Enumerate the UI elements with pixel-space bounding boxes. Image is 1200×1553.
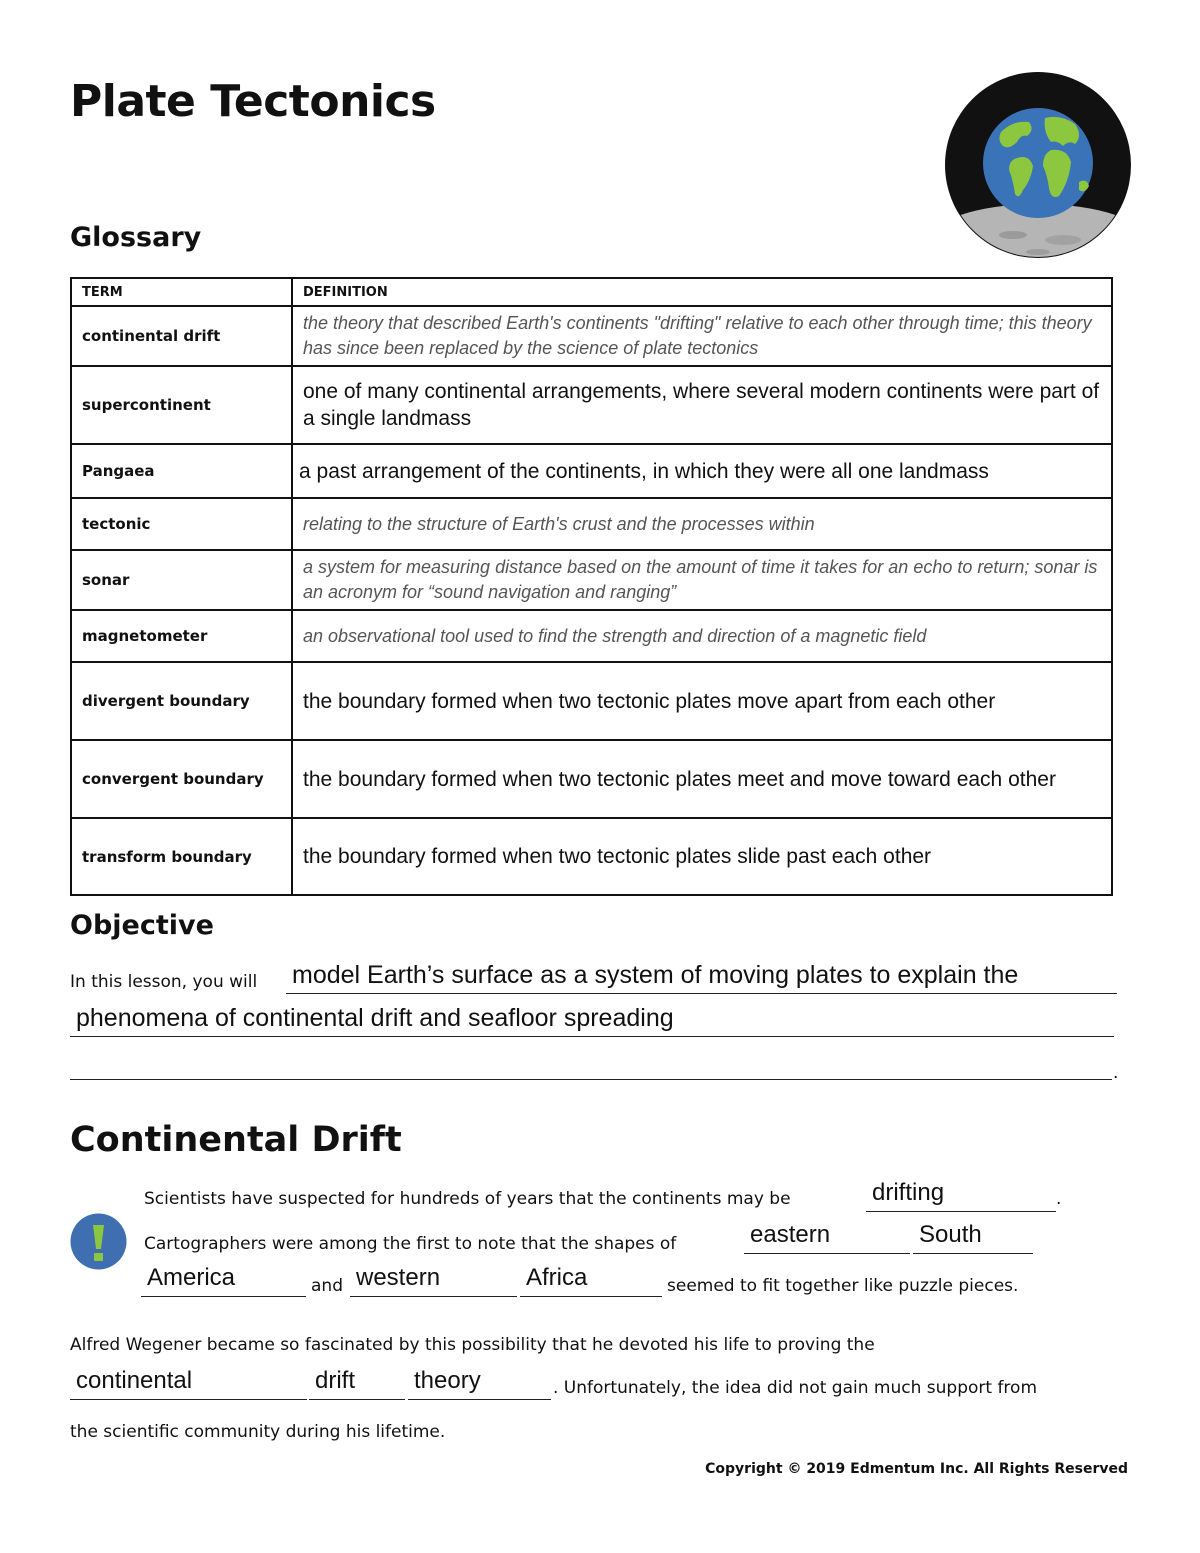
cd-and: and: [311, 1276, 343, 1296]
blank-america[interactable]: America: [141, 1265, 306, 1297]
definition-cell: the boundary formed when two tectonic plates move apart from each other: [292, 662, 1112, 740]
blank-continental[interactable]: continental: [70, 1368, 307, 1400]
blank-western[interactable]: western: [350, 1265, 517, 1297]
term-cell: transform boundary: [71, 818, 292, 895]
definition-cell: one of many continental arrangements, where several modern continents were part of a single landmass: [292, 366, 1112, 444]
blank-drift[interactable]: drift: [309, 1368, 405, 1400]
table-row: [71, 498, 1112, 550]
blank-africa[interactable]: Africa: [520, 1265, 662, 1297]
blank-drifting[interactable]: drifting: [866, 1180, 1056, 1212]
cd-paragraph1-text1: Scientists have suspected for hundreds of years that the continents may be: [144, 1189, 791, 1209]
page-title: Plate Tectonics: [70, 76, 436, 127]
cd-paragraph1-text2: Cartographers were among the first to note that the shapes of: [144, 1234, 677, 1254]
table-row: [71, 662, 1112, 740]
term-cell: continental drift: [71, 306, 292, 366]
table-row: [71, 740, 1112, 818]
term-cell: supercontinent: [71, 366, 292, 444]
term-cell: tectonic: [71, 498, 292, 550]
glossary-table: [70, 277, 1113, 896]
definition-cell: the boundary formed when two tectonic plates meet and move toward each other: [292, 740, 1112, 818]
definition-column-header: DEFINITION: [292, 278, 1112, 306]
blank-south[interactable]: South: [913, 1222, 1033, 1254]
table-row: [71, 366, 1112, 444]
objective-prompt: In this lesson, you will: [70, 972, 258, 992]
cd-period: .: [1056, 1189, 1062, 1209]
table-row: [71, 818, 1112, 895]
objective-end-period: .: [1113, 1063, 1119, 1083]
cd-paragraph1-text3: seemed to fit together like puzzle pieces.: [667, 1276, 1019, 1296]
definition-cell: a system for measuring distance based on the amount of time it takes for an echo to return; sonar is an acronym for “sound navigation and ranging”: [292, 550, 1112, 610]
term-cell: magnetometer: [71, 610, 292, 662]
term-cell: divergent boundary: [71, 662, 292, 740]
objective-answer-line-3[interactable]: [70, 1047, 1112, 1080]
definition-cell: a past arrangement of the continents, in which they were all one landmass: [292, 444, 1112, 498]
term-column-header: TERM: [71, 278, 292, 306]
term-cell: Pangaea: [71, 444, 292, 498]
objective-heading: Objective: [70, 910, 214, 941]
objective-answer-line-1[interactable]: model Earth’s surface as a system of moving plates to explain the: [286, 962, 1117, 994]
blank-theory[interactable]: theory: [408, 1368, 551, 1400]
continental-drift-heading: Continental Drift: [70, 1120, 402, 1160]
definition-cell: the theory that described Earth's continents "drifting" relative to each other through time; this theory has since been replaced by the science of plate tectonics: [292, 306, 1112, 366]
table-row: [71, 610, 1112, 662]
cd-paragraph2-text1: Alfred Wegener became so fascinated by this possibility that he devoted his life to proving the: [70, 1335, 875, 1355]
table-row: [71, 550, 1112, 610]
definition-cell: the boundary formed when two tectonic plates slide past each other: [292, 818, 1112, 895]
exclamation-icon: [70, 1213, 127, 1270]
copyright-footer: Copyright © 2019 Edmentum Inc. All Rights Reserved: [705, 1461, 1128, 1477]
table-row: [71, 306, 1112, 366]
definition-cell: relating to the structure of Earth's crust and the processes within: [292, 498, 1112, 550]
cd-paragraph2-text3: the scientific community during his lifetime.: [70, 1422, 446, 1442]
table-header-row: [71, 278, 1112, 306]
earth-globe-icon: [943, 70, 1133, 260]
blank-eastern[interactable]: eastern: [744, 1222, 910, 1254]
term-cell: convergent boundary: [71, 740, 292, 818]
definition-cell: an observational tool used to find the strength and direction of a magnetic field: [292, 610, 1112, 662]
cd-paragraph2-text2: . Unfortunately, the idea did not gain much support from: [553, 1378, 1038, 1398]
objective-answer-line-2[interactable]: phenomena of continental drift and seafloor spreading: [70, 1005, 1114, 1037]
table-row: [71, 444, 1112, 498]
term-cell: sonar: [71, 550, 292, 610]
glossary-heading: Glossary: [70, 222, 202, 253]
